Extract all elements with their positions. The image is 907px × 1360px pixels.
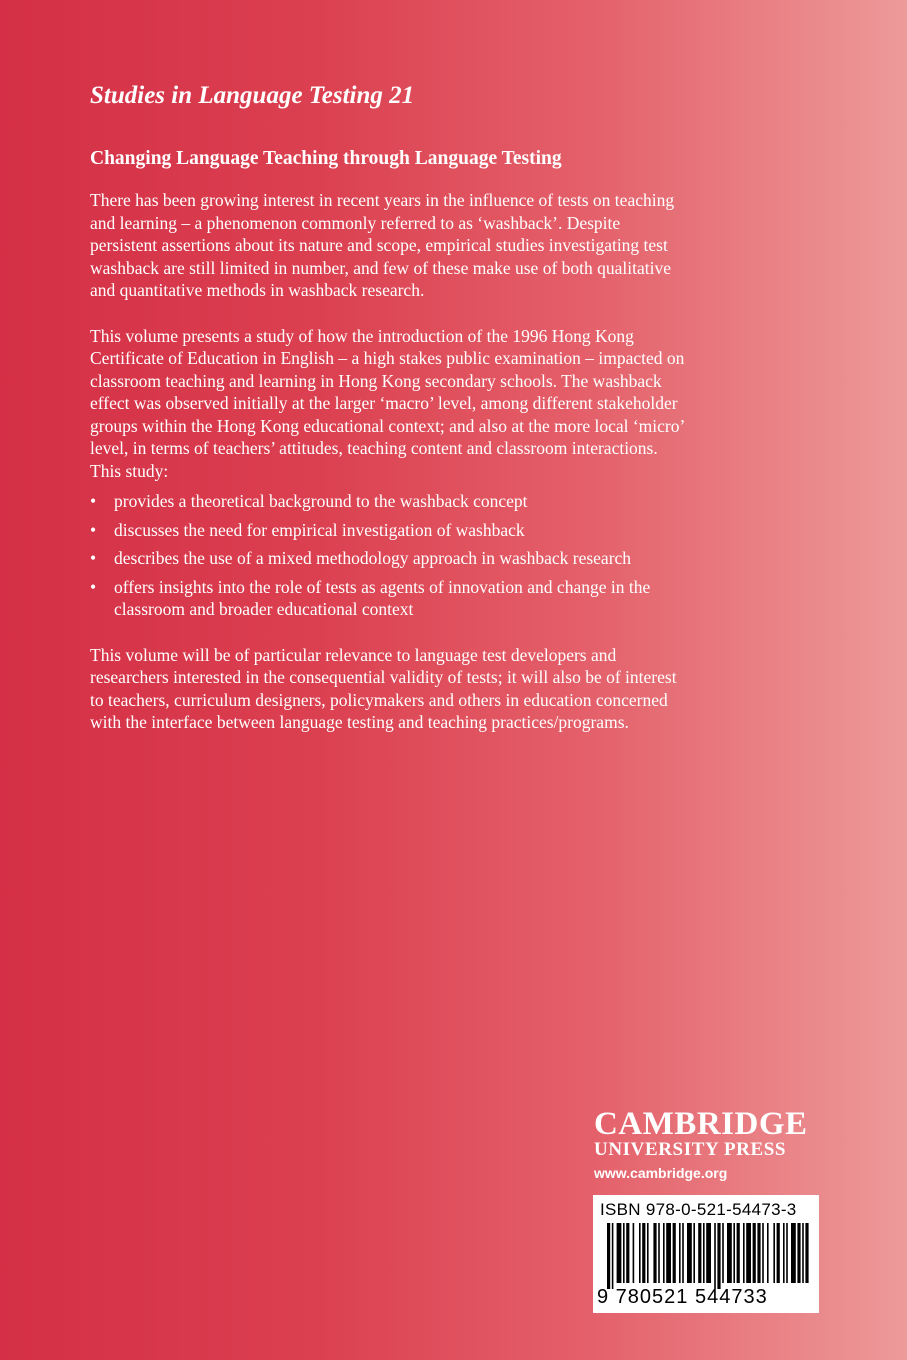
barcode-bar: [737, 1223, 740, 1283]
book-title: Changing Language Teaching through Language Testing: [90, 148, 562, 169]
barcode-bar: [693, 1223, 695, 1283]
barcode-bar: [773, 1223, 775, 1283]
list-item-text: provides a theoretical background to the washback concept: [114, 491, 528, 511]
barcode-bar: [663, 1223, 665, 1283]
barcode-bar: [673, 1223, 676, 1283]
barcode-bar: [653, 1223, 656, 1283]
barcode-bar: [679, 1223, 681, 1283]
barcode-bar: [762, 1223, 764, 1283]
bullet-icon: •: [90, 491, 97, 511]
barcode-bar: [626, 1223, 629, 1283]
list-item: [90, 490, 690, 513]
barcode-bar: [687, 1223, 692, 1283]
publisher-logo: [594, 1108, 824, 1181]
barcode-bar: [706, 1223, 711, 1283]
publisher-subname: UNIVERSITY PRESS: [594, 1139, 787, 1160]
isbn-label: ISBN 978-0-521-54473-3: [600, 1200, 797, 1219]
list-item-text: discusses the need for empirical investigation of washback: [114, 519, 525, 540]
list-item: [90, 547, 690, 570]
barcode-bar: [642, 1223, 645, 1283]
barcode-bar: [698, 1223, 701, 1283]
blurb-paragraph: This volume will be of particular relevance to language test developers and researchers interested in the consequential validity of tests; it will also be of interest to teachers, curriculum designers, policymakers and others in education concerned with the interface between language testing and teaching practices/programs.: [90, 644, 677, 732]
barcode-bar: [717, 1223, 720, 1289]
bullet-icon: •: [90, 548, 97, 568]
barcode-bar: [802, 1223, 804, 1283]
list-item: [90, 576, 690, 621]
series-title: Studies in Language Testing 21: [90, 82, 415, 109]
barcode-bar: [805, 1223, 808, 1283]
barcode-bar: [733, 1223, 735, 1283]
barcode-bar: [639, 1223, 641, 1283]
barcode-digits: 9 780521 544733: [597, 1286, 768, 1308]
barcode-bar: [746, 1223, 751, 1283]
publisher-name: CAMBRIDGE: [594, 1106, 808, 1142]
barcode-bar: [633, 1223, 635, 1283]
barcode: [593, 1195, 819, 1313]
bullet-icon: •: [90, 576, 97, 597]
blurb-paragraph: There has been growing interest in recent years in the influence of tests on teaching and learning – a phenomenon commonly referred to as ‘washback’. Despite persistent assertions about its nature and scope, empirical studies investigating test washback are still limited in number, and few of these make use of both qualitative and quantitative methods in washback research.: [90, 190, 675, 300]
barcode-bar: [666, 1223, 671, 1283]
barcode-bar: [703, 1223, 705, 1283]
barcode-bar: [791, 1223, 796, 1283]
barcode-bar: [623, 1223, 625, 1283]
barcode-bar: [757, 1223, 760, 1283]
barcode-bar: [786, 1223, 788, 1283]
barcode-bar: [682, 1223, 684, 1283]
barcode-bar: [658, 1223, 660, 1283]
barcode-bar: [783, 1223, 785, 1283]
barcode-bar: [753, 1223, 756, 1283]
barcode-bar: [797, 1223, 800, 1283]
barcode-bar: [617, 1223, 622, 1283]
barcode-bar: [777, 1223, 780, 1283]
publisher-url: www.cambridge.org: [594, 1165, 728, 1181]
barcode-bar: [607, 1223, 610, 1289]
barcode-bar: [743, 1223, 745, 1283]
blurb: [90, 189, 690, 734]
list-item-text: describes the use of a mixed methodology approach in washback research: [114, 548, 632, 568]
barcode-bar: [612, 1223, 614, 1289]
study-points-list: [90, 490, 690, 621]
barcode-bar: [714, 1223, 716, 1289]
list-item: [90, 519, 690, 542]
barcode-bar: [647, 1223, 649, 1283]
list-item-text: offers insights into the role of tests as agents of innovation and change in the classroom and broader educational context: [114, 576, 651, 619]
barcode-bar: [722, 1223, 724, 1283]
blurb-paragraph: This volume presents a study of how the introduction of the 1996 Hong Kong Certificate of Education in English – a high stakes public examination – impacted on classroom teaching and learning in Hong Kong secondary schools. The washback effect was observed initially at the larger ‘macro’ level, among different stakeholder groups within the Hong Kong educational context; and also at the more local ‘micro’ level, in terms of teachers’ attitudes, teaching content and classroom interactions. This study:: [90, 325, 685, 481]
bullet-icon: •: [90, 519, 97, 540]
barcode-bar: [727, 1223, 732, 1283]
barcode-bar: [767, 1223, 769, 1283]
